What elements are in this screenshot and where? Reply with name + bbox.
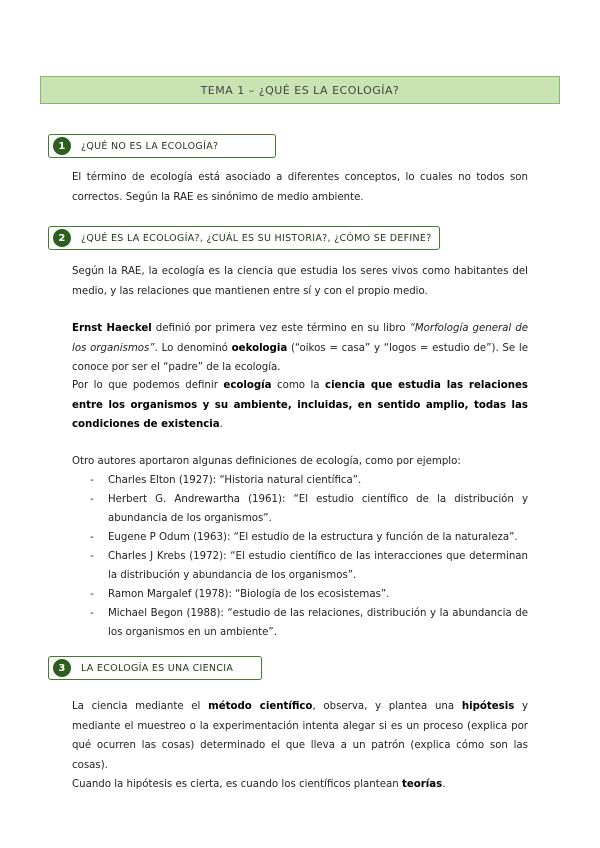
page-title (40, 76, 560, 104)
s3-text-4: Cuando la hipótesis es cierta, es cuando los científicos plantean (72, 779, 402, 790)
s3-text-3: y mediante el muestreo o la experimentación intenta alegar si es un proceso (explica por qué ocurren las cosas) determinado el que lleva a un patrón (explica cómo son las cosas). (72, 701, 528, 771)
section-1-number: 1 (53, 137, 71, 155)
section-3-heading: LA ECOLOGÍA ES UNA CIENCIA (81, 662, 234, 674)
s3-text-5: . (442, 779, 446, 790)
section-2-header (48, 226, 440, 250)
author-item (72, 604, 528, 642)
oekologia-term: oekologia (231, 342, 288, 354)
dash: - (90, 475, 94, 486)
ecology-definition (72, 376, 528, 435)
author-item (72, 471, 528, 490)
author-text: Charles Elton (1927): “Historia natural científica”. (108, 475, 362, 486)
haeckel-text-2: . Lo denominó (154, 342, 232, 354)
section-1-heading: ¿QUÉ NO ES LA ECOLOGÍA? (81, 140, 219, 152)
author-text: Herbert G. Andrewartha (1961): “El estudio científico de la distribución y abundancia de los organismos”. (108, 494, 528, 524)
section-2-heading: ¿QUÉ ES LA ECOLOGÍA?, ¿CUÁL ES SU HISTORIA?, ¿CÓMO SE DEFINE? (81, 232, 432, 244)
section-2-number: 2 (53, 229, 71, 247)
author-text: Michael Begon (1988): “estudio de las relaciones, distribución y la abundancia de los organismos en un ambiente”. (108, 608, 528, 638)
metodo-cientifico: método científico (208, 701, 313, 712)
haeckel-name: Ernst Haeckel (72, 323, 152, 334)
others-intro: Otro autores aportaron algunas definiciones de ecología, como por ejemplo: (72, 456, 461, 467)
haeckel-text-1: definió por primera vez este término en su libro (151, 323, 410, 334)
section-1-paragraph: El término de ecología está asociado a diferentes conceptos, lo cuales no todos son correctos. Según la RAE es sinónimo de medio ambiente. (72, 172, 528, 203)
page-title-text: TEMA 1 – ¿QUÉ ES LA ECOLOGÍA? (200, 83, 400, 97)
dash: - (90, 608, 94, 619)
author-item (72, 547, 528, 585)
author-item (72, 528, 528, 547)
def-ciencia: ciencia que estudia las relaciones entre los organismos y su ambiente, incluidas, en sentido amplio, todas las condiciones de existencia (72, 380, 528, 430)
section-3-header (48, 656, 262, 680)
author-text: Eugene P Odum (1963): “El estudio de la estructura y función de la naturaleza”. (108, 532, 518, 543)
def-text-3: . (219, 419, 223, 430)
s3-text-2: , observa, y plantea una (312, 701, 462, 712)
author-item (72, 585, 528, 604)
def-text-2: como la (271, 380, 326, 391)
science-paragraph (72, 697, 528, 795)
haeckel-text-3: (“oikos = casa” y “logos = estudio de”). Se le conoce por ser el “padre” de la ecología. (72, 342, 528, 373)
section-1-header (48, 134, 276, 158)
author-text: Ramon Margalef (1978): “Biología de los ecosistemas”. (108, 589, 390, 600)
def-ecologia: ecología (223, 380, 272, 391)
section-3-number: 3 (53, 659, 71, 677)
hipotesis: hipótesis (461, 701, 515, 712)
dash: - (90, 532, 94, 543)
authors-list (72, 471, 528, 642)
dash: - (90, 589, 94, 600)
dash: - (90, 494, 94, 505)
dash: - (90, 551, 94, 562)
author-text: Charles J Krebs (1972): “El estudio científico de las interacciones que determinan la distribución y abundancia de los organismos”. (108, 551, 528, 581)
haeckel-book: “Morfología general de los organismos” (72, 323, 529, 354)
s3-text-1: La ciencia mediante el (72, 701, 209, 712)
def-text-1: Por lo que podemos definir (72, 380, 224, 391)
rae-definition: Según la RAE, la ecología es la ciencia que estudia los seres vivos como habitantes del medio, y las relaciones que mantienen entre sí y con el propio medio. (72, 266, 528, 297)
author-item (72, 490, 528, 528)
haeckel-paragraph (72, 319, 528, 378)
teorias: teorías (401, 779, 443, 790)
